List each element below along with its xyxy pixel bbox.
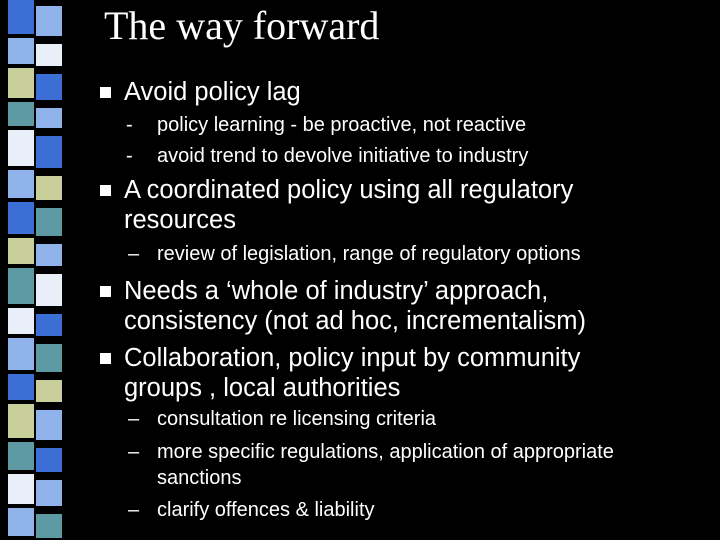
strip-tile xyxy=(8,474,34,504)
strip-tile xyxy=(36,208,62,236)
strip-tile xyxy=(36,344,62,372)
strip-tile xyxy=(8,308,34,334)
bullet-2-line-2: resources xyxy=(124,206,236,234)
strip-tile xyxy=(8,442,34,470)
sub-bullet-1-2: avoid trend to devolve initiative to industry xyxy=(157,145,529,167)
sub-bullet-2-1: review of legislation, range of regulatory options xyxy=(157,243,581,265)
strip-tile xyxy=(36,274,62,306)
sub-bullet-4-2-line-1: more specific regulations, application of appropriate xyxy=(157,441,614,463)
bullet-marker xyxy=(100,185,111,196)
sub-bullet-dash: – xyxy=(128,408,140,430)
strip-tile xyxy=(36,448,62,472)
strip-tile xyxy=(8,68,34,98)
bullet-4-line-1: Collaboration, policy input by community xyxy=(124,344,581,372)
strip-tile xyxy=(36,176,62,200)
strip-tile xyxy=(36,44,62,66)
strip-tile xyxy=(36,514,62,538)
strip-tile xyxy=(8,102,34,126)
strip-tile xyxy=(36,108,62,128)
strip-tile xyxy=(8,374,34,400)
slide-title: The way forward xyxy=(104,3,380,48)
bullet-marker xyxy=(100,87,111,98)
strip-tile xyxy=(8,238,34,264)
bullet-2-line-1: A coordinated policy using all regulatory xyxy=(124,176,574,204)
strip-tile xyxy=(36,380,62,402)
sub-bullet-dash: – xyxy=(128,499,140,521)
strip-tile xyxy=(8,38,34,64)
strip-tile xyxy=(36,74,62,100)
strip-tile xyxy=(8,338,34,370)
strip-tile xyxy=(36,6,62,36)
strip-tile xyxy=(36,314,62,336)
sub-bullet-1-1: policy learning - be proactive, not reactive xyxy=(157,114,527,136)
sub-bullet-4-3: clarify offences & liability xyxy=(157,499,375,521)
sub-bullet-4-2-line-2: sanctions xyxy=(157,467,242,489)
sub-bullet-4-1: consultation re licensing criteria xyxy=(157,408,437,430)
sub-bullet-dash: – xyxy=(128,441,140,463)
bullet-3-line-2: consistency (not ad hoc, incrementalism) xyxy=(124,307,587,335)
strip-tile xyxy=(36,244,62,266)
strip-tile xyxy=(36,410,62,440)
strip-tile xyxy=(8,170,34,198)
sub-bullet-dash: – xyxy=(128,243,140,265)
bullet-marker xyxy=(100,286,111,297)
bullet-1-line-1: Avoid policy lag xyxy=(124,78,301,106)
bullet-marker xyxy=(100,353,111,364)
bullet-3-line-1: Needs a ‘whole of industry’ approach, xyxy=(124,277,549,305)
sub-bullet-dash: - xyxy=(126,114,133,136)
strip-tile xyxy=(8,0,34,34)
strip-tile xyxy=(8,508,34,536)
strip-tile xyxy=(8,202,34,234)
strip-tile xyxy=(36,480,62,506)
strip-tile xyxy=(8,404,34,438)
strip-tile xyxy=(8,268,34,304)
sub-bullet-dash: - xyxy=(126,145,133,167)
strip-tile xyxy=(36,136,62,168)
bullet-4-line-2: groups , local authorities xyxy=(124,374,401,402)
decorative-color-strip xyxy=(0,0,70,540)
strip-tile xyxy=(8,130,34,166)
